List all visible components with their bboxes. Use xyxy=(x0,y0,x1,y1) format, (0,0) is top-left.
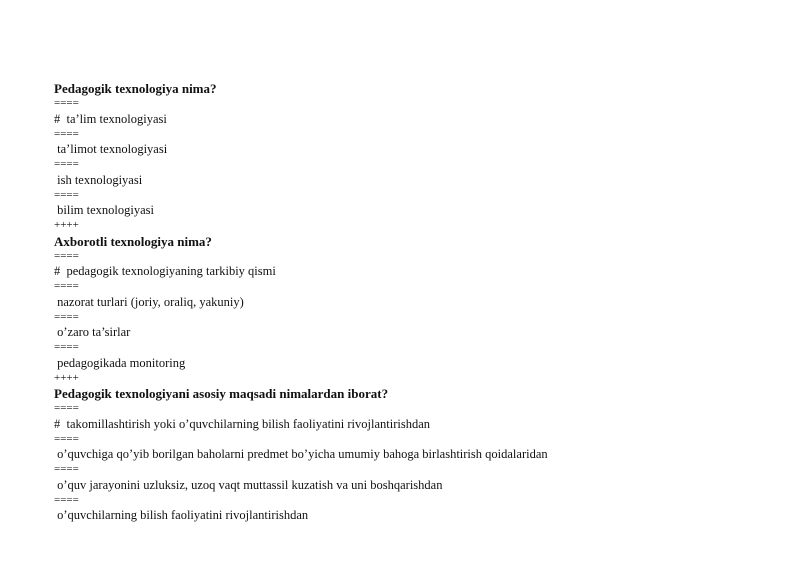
correct-answer-option: # pedagogik texnologiyaning tarkibiy qismi xyxy=(54,264,276,278)
answer-option: o’quv jarayonini uzluksiz, uzoq vaqt muttassil kuzatish va uni boshqarishdan xyxy=(54,477,443,492)
answer-option: nazorat turlari (joriy, oraliq, yakuniy) xyxy=(54,294,244,309)
option-separator: ==== xyxy=(54,310,79,323)
option-separator: ==== xyxy=(54,249,79,262)
answer-option: o’zaro ta’sirlar xyxy=(54,325,131,339)
question-text: Pedagogik texnologiya nima? xyxy=(54,81,217,96)
answer-option: ish texnologiyasi xyxy=(54,172,143,187)
test-document xyxy=(54,80,774,524)
option-separator: ==== xyxy=(54,280,79,292)
correct-answer-option: # takomillashtirish yoki o’quvchilarning bilish faoliyatini rivojlantirishdan xyxy=(54,416,430,431)
correct-answer-option: # ta’lim texnologiyasi xyxy=(54,111,167,126)
question-block xyxy=(54,233,774,386)
option-separator: ==== xyxy=(54,341,79,353)
option-separator: ==== xyxy=(54,493,79,506)
question-text: Axborotli texnologiya nima? xyxy=(54,233,212,249)
option-separator: ==== xyxy=(54,463,79,475)
answer-option: ta’limot texnologiyasi xyxy=(54,142,168,156)
question-end-marker: ++++ xyxy=(54,219,79,231)
option-separator: ==== xyxy=(54,432,79,445)
question-end-marker: ++++ xyxy=(54,371,79,384)
option-separator: ==== xyxy=(54,97,79,109)
answer-option: o’quvchiga qo’yib borilgan baholarni predmet bo’yicha umumiy bahoga birlashtirish qoidalaridan xyxy=(54,447,548,461)
answer-option: pedagogikada monitoring xyxy=(54,355,186,370)
option-separator: ==== xyxy=(54,402,79,414)
answer-option: o’quvchilarning bilish faoliyatini rivojlantirishdan xyxy=(54,508,309,522)
question-block xyxy=(54,385,774,524)
question-text: Pedagogik texnologiyani asosiy maqsadi nimalardan iborat? xyxy=(54,386,389,401)
option-separator: ==== xyxy=(54,188,79,201)
answer-option: bilim texnologiyasi xyxy=(54,203,154,217)
option-separator: ==== xyxy=(54,158,79,170)
question-block xyxy=(54,80,774,233)
option-separator: ==== xyxy=(54,127,79,140)
